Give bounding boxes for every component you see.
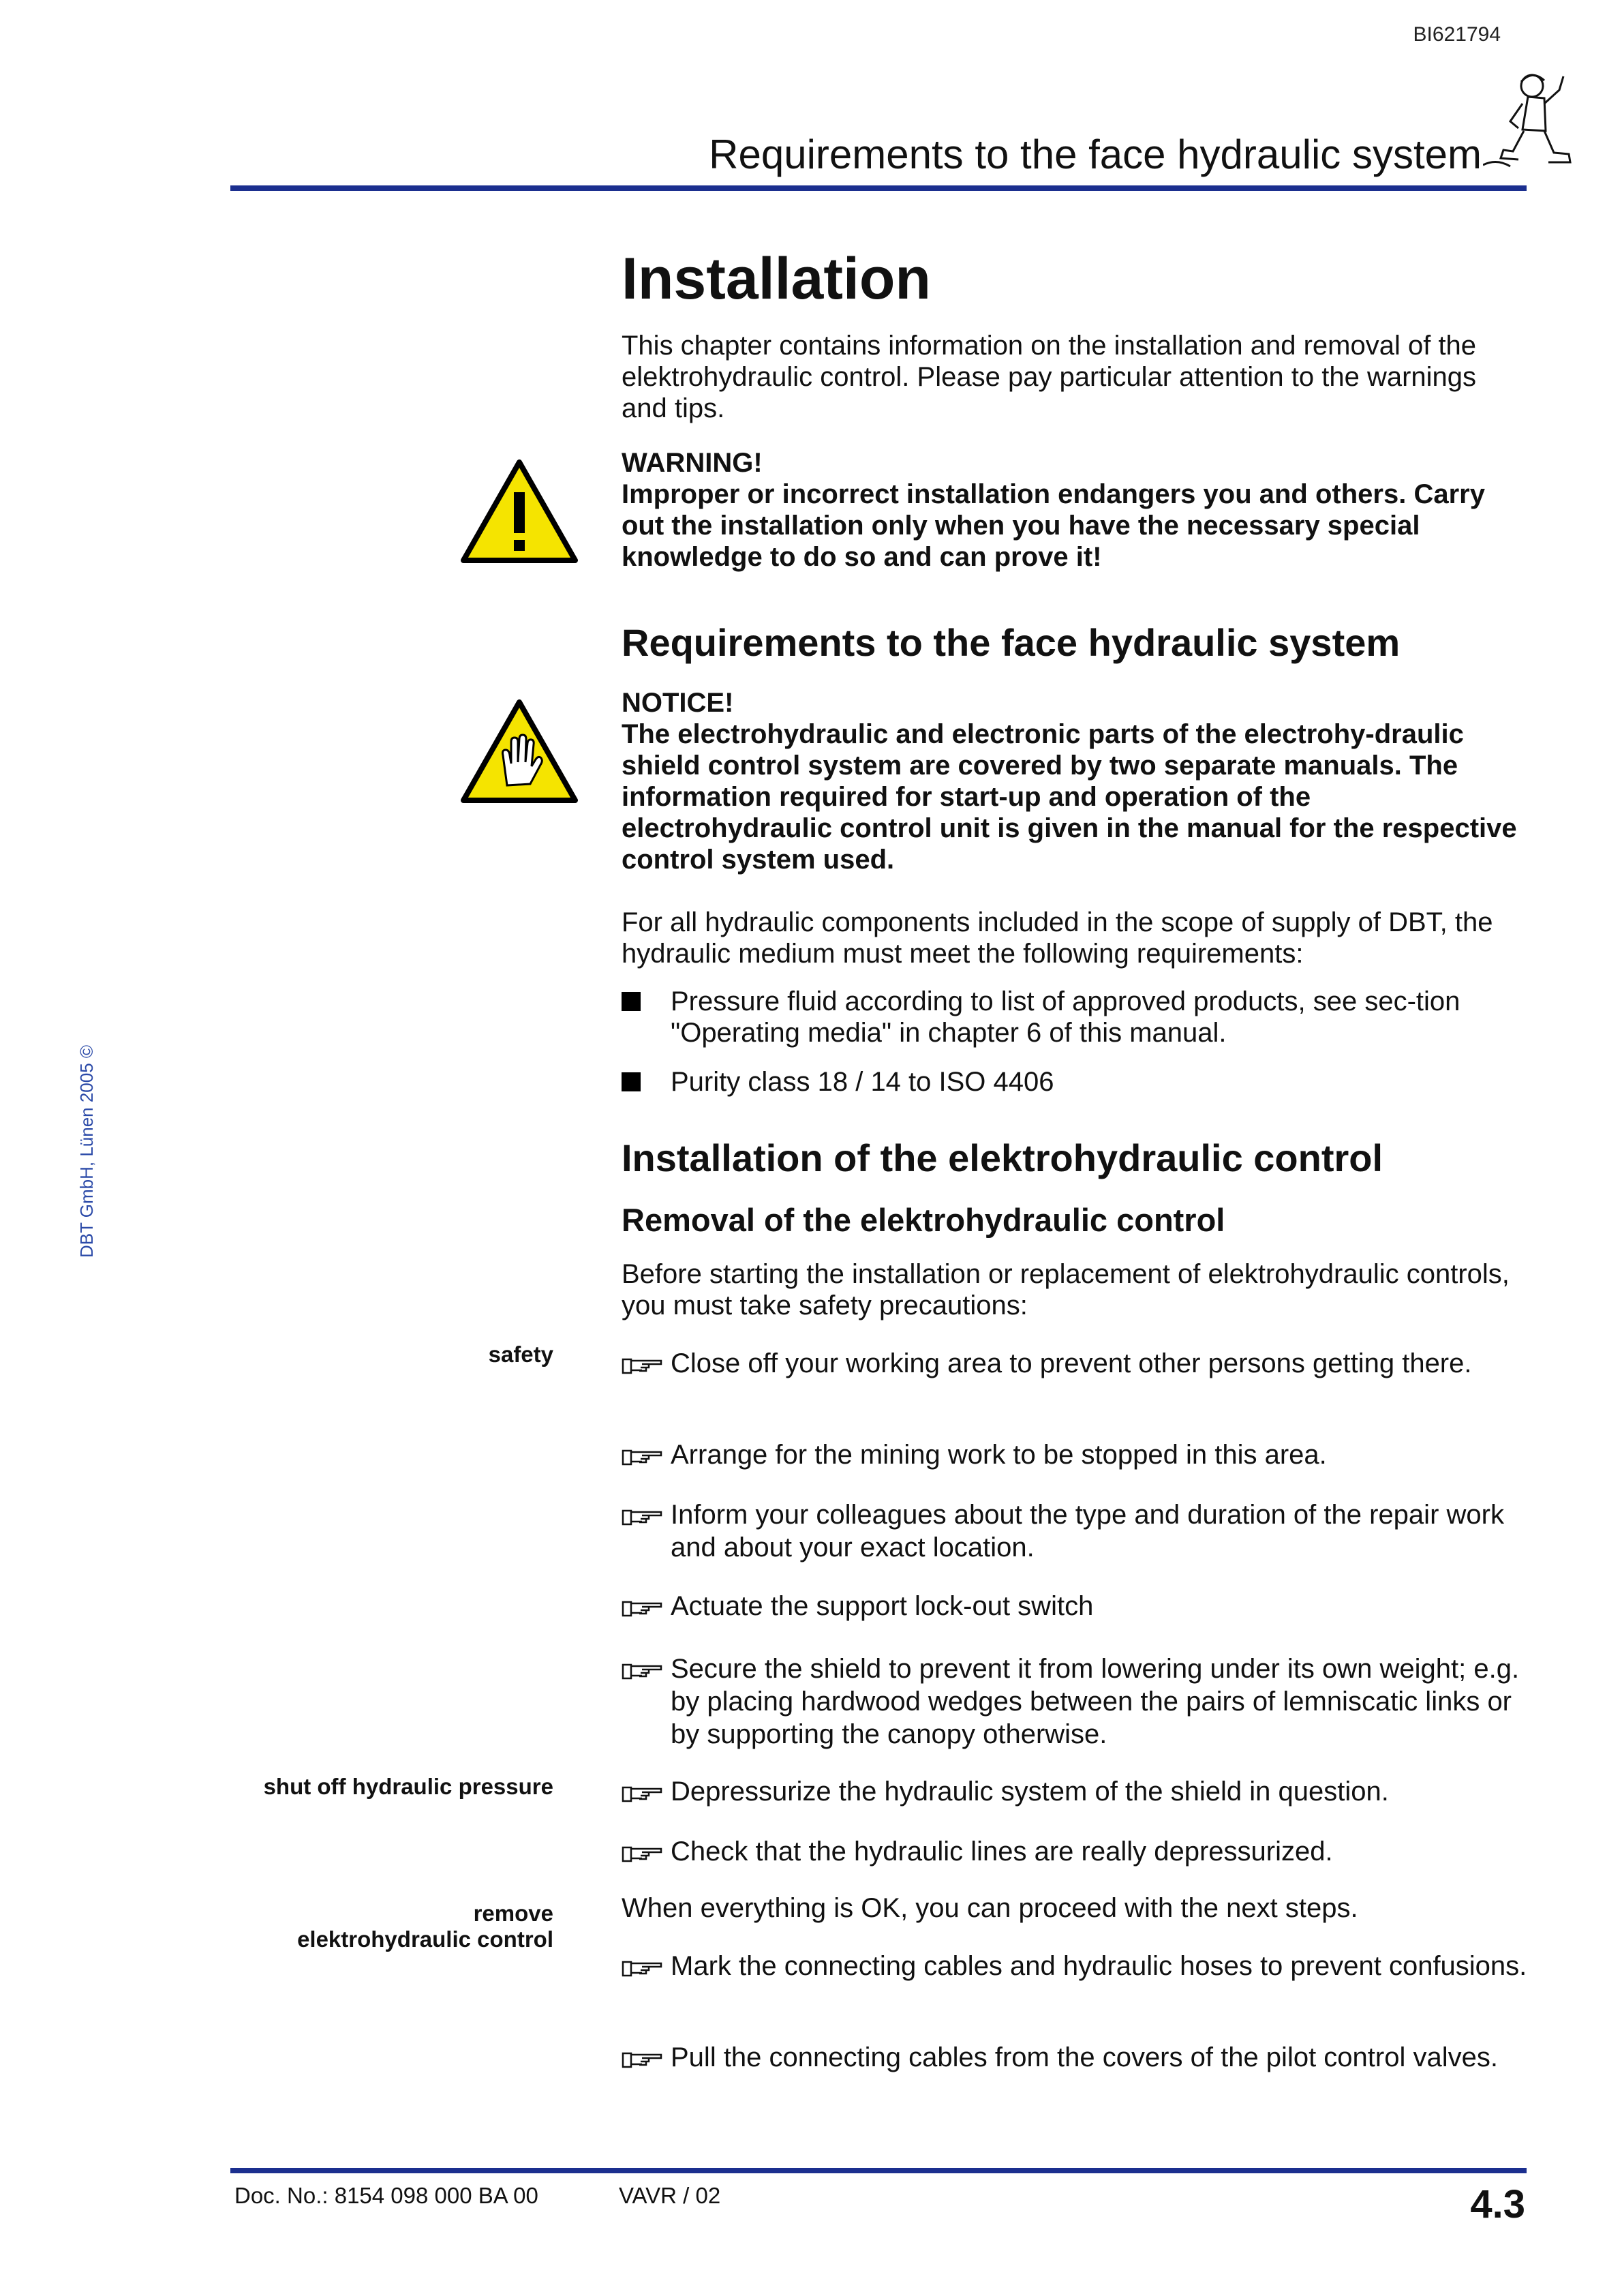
pointing-hand-icon — [622, 1447, 664, 1467]
step-item — [622, 1775, 1528, 1808]
list-item — [622, 1066, 1528, 1098]
step-text: Actuate the support lock-out switch — [671, 1591, 1094, 1621]
pointing-hand-icon — [622, 1843, 664, 1864]
miner-icon — [1483, 63, 1585, 179]
header-rule — [230, 185, 1527, 191]
step-item — [622, 1652, 1528, 1751]
step-text: Arrange for the mining work to be stopped in this area. — [671, 1440, 1327, 1470]
step-item — [622, 1590, 1528, 1622]
margin-note-shut-off: shut off hydraulic pressure — [263, 1774, 553, 1799]
step-text: Pull the connecting cables from the covers of the pilot control valves. — [671, 2042, 1498, 2072]
pointing-hand-icon — [622, 1661, 664, 1681]
margin-note-remove — [297, 1901, 553, 1952]
section-heading-installation: Installation of the elektrohydraulic control — [622, 1136, 1383, 1179]
document-id: BI621794 — [1413, 23, 1501, 46]
step-text: Depressurize the hydraulic system of the shield in question. — [671, 1777, 1389, 1807]
pointing-hand-icon — [622, 1958, 664, 1978]
list-item-text: Pressure fluid according to list of approved products, see sec-tion "Operating media" in chapter 6 of this manual. — [671, 986, 1460, 1048]
footer-doc-number: Doc. No.: 8154 098 000 BA 00 — [234, 2183, 538, 2208]
page-title: Installation — [622, 246, 931, 312]
step-item — [622, 1438, 1528, 1471]
margin-note-line: elektrohydraulic control — [297, 1927, 553, 1952]
notice-text: The electrohydraulic and electronic parts of the electrohy-draulic shield control system are covered by two separate manuals. The information required for start-up and operation of the electrohydraulic control unit is given in the manual for the respective control system used. — [622, 719, 1517, 875]
warning-text: Improper or incorrect installation endangers you and others. Carry out the installation only when you have the necessary special knowledge to do so and can prove it! — [622, 479, 1485, 572]
list-item-text: Purity class 18 / 14 to ISO 4406 — [671, 1067, 1054, 1097]
requirements-paragraph: For all hydraulic components included in the scope of supply of DBT, the hydraulic medium must meet the following requirements: — [622, 907, 1493, 969]
warning-label: WARNING! — [622, 448, 763, 478]
margin-note-line: remove — [473, 1901, 553, 1926]
footer-version: VAVR / 02 — [619, 2183, 721, 2208]
list-item — [622, 986, 1528, 1048]
step-item — [622, 1835, 1528, 1868]
step-text: Inform your colleagues about the type and duration of the repair work and about your exact location. — [671, 1500, 1504, 1562]
notice-hand-icon — [459, 698, 579, 804]
step-item — [622, 1498, 1528, 1564]
step-text: Mark the connecting cables and hydraulic hoses to prevent confusions. — [671, 1951, 1527, 1981]
bullet-square-icon — [622, 992, 641, 1011]
footer-rule — [230, 2168, 1527, 2173]
removal-paragraph: Before starting the installation or replacement of elektrohydraulic controls, you must take safety precautions: — [622, 1259, 1510, 1320]
copyright-notice: DBT GmbH, Lünen 2005 © — [76, 1044, 97, 1258]
pointing-hand-icon — [622, 2049, 664, 2070]
running-header: Requirements to the face hydraulic system — [709, 132, 1482, 177]
page-number: 4.3 — [1470, 2182, 1525, 2226]
warning-exclamation-icon — [459, 458, 579, 564]
pointing-hand-icon — [622, 1355, 664, 1376]
step-text: Close off your working area to prevent other persons getting there. — [671, 1348, 1472, 1378]
step-item — [622, 2041, 1528, 2074]
pointing-hand-icon — [622, 1598, 664, 1618]
bullet-square-icon — [622, 1072, 641, 1091]
notice-label: NOTICE! — [622, 688, 734, 718]
step-item — [622, 1950, 1528, 1982]
subsection-heading-removal: Removal of the elektrohydraulic control — [622, 1202, 1225, 1238]
pointing-hand-icon — [622, 1783, 664, 1804]
ok-paragraph: When everything is OK, you can proceed with the next steps. — [622, 1893, 1358, 1923]
section-heading-requirements: Requirements to the face hydraulic system — [622, 621, 1401, 664]
pointing-hand-icon — [622, 1507, 664, 1527]
step-text: Check that the hydraulic lines are really depressurized. — [671, 1837, 1333, 1867]
step-text: Secure the shield to prevent it from lowering under its own weight; e.g. by placing hardwood wedges between the pairs of lemniscatic links or by supporting the canopy otherwise. — [671, 1654, 1520, 1749]
margin-note-safety: safety — [488, 1342, 553, 1367]
intro-paragraph: This chapter contains information on the installation and removal of the elektrohydraulic control. Please pay particular attention to the warnings and tips. — [622, 331, 1477, 423]
step-item — [622, 1347, 1528, 1380]
